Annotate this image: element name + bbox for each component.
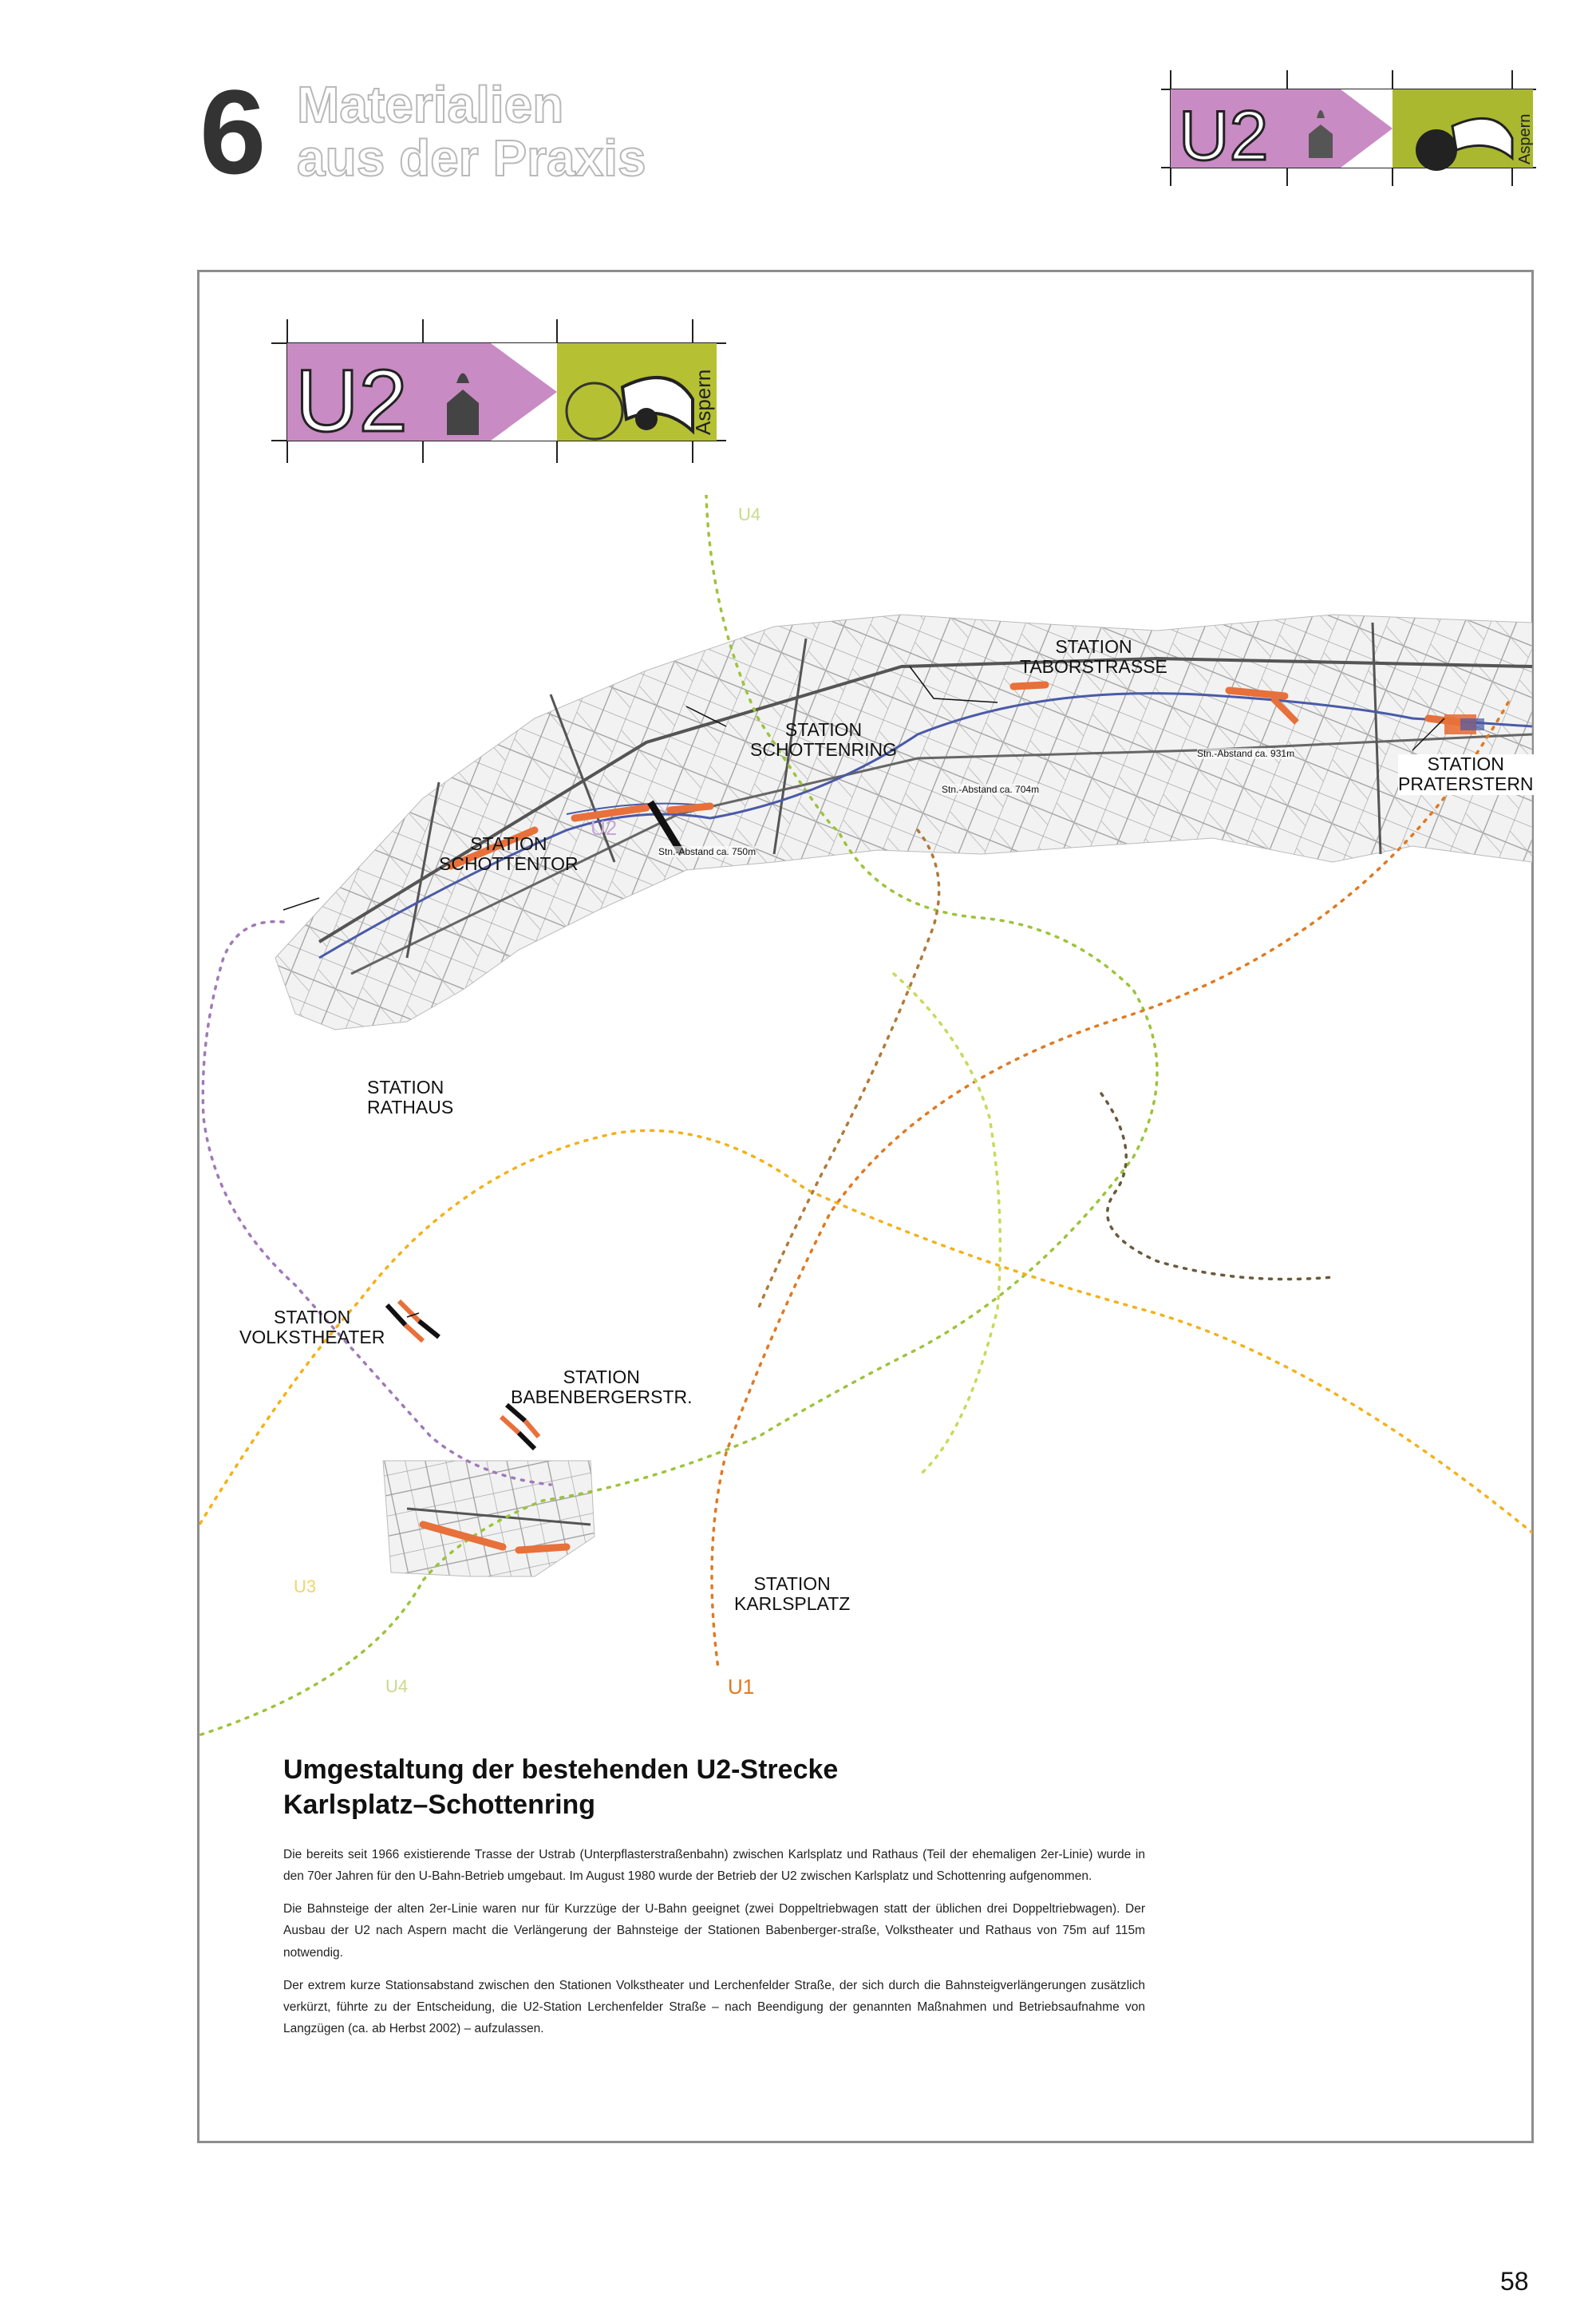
distance-taborstrasse-praterstern: Stn.-Abstand ca. 931m bbox=[1197, 748, 1295, 759]
station-praterstern-line1: STATION bbox=[1427, 754, 1504, 774]
u6-line-east bbox=[1101, 1094, 1333, 1280]
street-map-karlsplatz bbox=[383, 1461, 595, 1576]
station-schottentor-line1: STATION bbox=[470, 833, 547, 854]
street-map-north bbox=[275, 615, 1532, 1030]
station-volkstheater-line2: VOLKSTHEATER bbox=[239, 1327, 385, 1348]
s-line bbox=[894, 974, 1000, 1477]
station-karlsplatz-label bbox=[734, 1574, 850, 1615]
chapter-number: 6 bbox=[200, 65, 267, 199]
chapter-title-line1: Materialien bbox=[297, 76, 564, 133]
station-schottentor-label bbox=[439, 834, 579, 875]
station-praterstern-line2: PRATERSTERN bbox=[1398, 773, 1534, 795]
figure-logo-destination: Aspern bbox=[691, 369, 715, 435]
u2-aspern-logo-header bbox=[1161, 70, 1536, 186]
station-karlsplatz-line2: KARLSPLATZ bbox=[734, 1593, 851, 1615]
line-label-u3: U3 bbox=[294, 1576, 317, 1596]
article-headline bbox=[283, 1752, 1081, 1822]
line-label-u2-map: U2 bbox=[591, 816, 618, 840]
article-body bbox=[283, 1844, 1145, 2051]
station-taborstrasse-line1: STATION bbox=[1055, 636, 1132, 657]
paragraph: Die Bahnsteige der alten 2er-Linie waren nur für Kurzzüge der U-Bahn geeignet (zwei Doppeltriebwagen statt der üblichen drei Doppeltriebwagen). Der Ausbau der U2 nach Aspern macht die Verlängerung der Bahnsteige der Stationen Babenberger-straße, Volkstheater und Rathaus von 75m auf 115m notwendig. bbox=[283, 1902, 1145, 1960]
station-babenbergerstr-line2: BABENBERGERSTR. bbox=[511, 1386, 693, 1408]
distance-schottenring-taborstrasse: Stn.-Abstand ca. 704m bbox=[942, 784, 1040, 795]
headline-line2: Karlsplatz–Schottenring bbox=[283, 1790, 596, 1821]
page-number: 58 bbox=[1500, 2267, 1529, 2296]
station-praterstern-label bbox=[1398, 754, 1534, 795]
line-label-u1: U1 bbox=[728, 1675, 755, 1699]
station-volkstheater-label bbox=[239, 1307, 385, 1348]
chapter-title-line2: aus der Praxis bbox=[297, 129, 646, 188]
headline-line1: Umgestaltung der bestehenden U2-Strecke bbox=[283, 1754, 839, 1785]
station-rathaus-line2: RATHAUS bbox=[367, 1097, 454, 1118]
chapter-title bbox=[297, 76, 646, 188]
figure-logo-line: U2 bbox=[295, 352, 408, 450]
header-logo-line: U2 bbox=[1179, 96, 1269, 175]
station-babenbergerstr-line1: STATION bbox=[563, 1367, 640, 1387]
station-rathaus-label bbox=[367, 1078, 453, 1118]
station-taborstrasse-line2: TABORSTRASSE bbox=[1020, 656, 1167, 678]
station-rathaus-line1: STATION bbox=[367, 1077, 444, 1098]
station-schottenring-line1: STATION bbox=[784, 719, 863, 740]
paragraph: Die bereits seit 1966 existierende Trasse der Ustrab (Unterpflasterstraßenbahn) zwischen Karlsplatz und Rathaus (Teil der ehemaligen 2er-Linie) wurde in den 70er Jahren für den U-Bahn-Betrieb umgebaut. Im August 1980 wurde der Betrieb der U2 zwischen Karlsplatz und Schottenring aufgenommen. bbox=[283, 1848, 1145, 1884]
u2-aspern-logo-figure bbox=[271, 319, 726, 463]
route-map bbox=[200, 495, 1532, 1756]
station-schottenring-label bbox=[750, 720, 897, 761]
line-label-u4-top: U4 bbox=[738, 504, 761, 524]
header-logo-destination: Aspern bbox=[1516, 113, 1534, 164]
line-label-u4-bottom: U4 bbox=[385, 1676, 409, 1696]
distance-schottentor-schottenring: Stn.-Abstand ca. 750m bbox=[658, 846, 757, 857]
station-karlsplatz-line1: STATION bbox=[753, 1573, 831, 1594]
station-taborstrasse-label bbox=[1020, 637, 1167, 678]
station-schottentor-line2: SCHOTTENTOR bbox=[439, 853, 579, 875]
paragraph: Der extrem kurze Stationsabstand zwischen den Stationen Volkstheater und Lerchenfelder Straße, der sich durch die Bahnsteigverlängerungen zusätzlich verkürzt, führte zu der Entscheidung, die U2-Station Lerchenfelder Straße – nach Beendigung der genannten Maßnahmen und Betriebsaufnahme von Langzügen (ca. ab Herbst 2002) – aufzulassen. bbox=[283, 1978, 1145, 2035]
station-volkstheater-line1: STATION bbox=[274, 1307, 351, 1327]
u6-line bbox=[758, 830, 939, 1309]
station-babenbergerstr-label bbox=[511, 1367, 693, 1408]
station-schottenring-line2: SCHOTTENRING bbox=[750, 739, 897, 761]
